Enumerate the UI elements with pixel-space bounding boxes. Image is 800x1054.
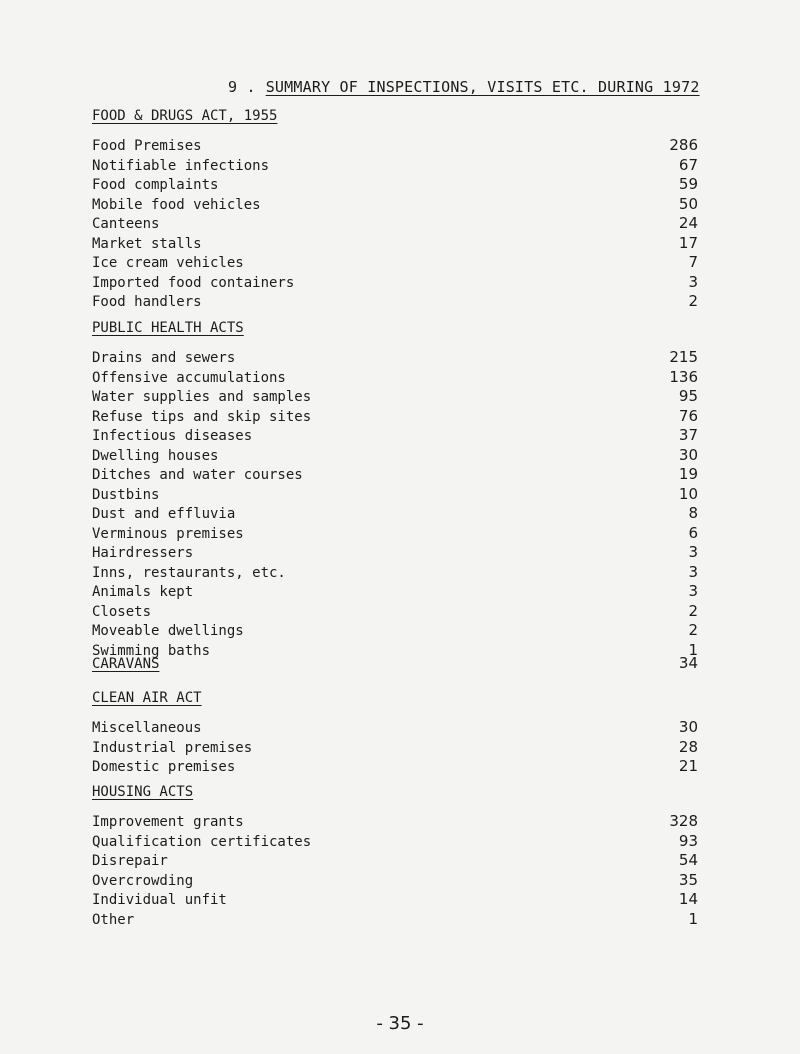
table-row (92, 465, 702, 485)
row-label: Infectious diseases (92, 428, 253, 444)
row-value: 59 (678, 175, 698, 193)
row-label: Hairdressers (92, 545, 194, 561)
row-label: Swimming baths (92, 642, 211, 659)
row-value: 215 (669, 348, 698, 366)
row-value: 3 (688, 272, 698, 291)
clean-air-rows (92, 718, 702, 777)
table-row (92, 273, 702, 293)
table-row (92, 348, 702, 368)
row-label: Food Premises (92, 138, 202, 154)
row-value: 3 (688, 582, 698, 600)
row-label: Verminous premises (92, 525, 244, 542)
table-row (92, 136, 702, 156)
table-row (92, 195, 702, 215)
row-label: Ditches and water courses (92, 467, 303, 483)
row-label: Mobile food vehicles (92, 196, 261, 213)
table-row (92, 387, 702, 407)
row-value: 2 (688, 292, 698, 310)
row-value: 76 (678, 406, 698, 425)
table-row (92, 407, 702, 427)
row-value: 6 (688, 523, 698, 542)
row-value: 14 (678, 890, 698, 908)
section-title: CLEAN AIR ACT (92, 690, 202, 706)
row-value: 35 (678, 870, 698, 889)
page-heading (228, 78, 700, 96)
row-label: Ice cream vehicles (92, 255, 244, 271)
table-row (92, 543, 702, 563)
row-label: Overcrowding (92, 872, 194, 889)
table-row (92, 621, 702, 641)
section-caravans (92, 652, 702, 676)
row-label: Water supplies and samples (92, 389, 312, 405)
public-health-rows (92, 348, 702, 660)
table-row (92, 156, 702, 176)
table-row (92, 504, 702, 524)
row-label: Animals kept (92, 584, 194, 600)
row-value: 3 (688, 543, 698, 561)
table-row (92, 871, 702, 891)
row-value: 328 (669, 812, 698, 830)
row-value: 30 (678, 445, 698, 464)
row-label: Refuse tips and skip sites (92, 408, 312, 425)
row-label: Offensive accumulations (92, 369, 286, 386)
row-label: Drains and sewers (92, 350, 236, 366)
section-title: PUBLIC HEALTH ACTS (92, 320, 244, 336)
row-value: 37 (678, 426, 698, 444)
table-row (92, 234, 702, 254)
section-public-health-acts (92, 316, 702, 660)
row-value: 50 (678, 194, 698, 213)
row-label: Industrial premises (92, 739, 253, 756)
row-label: Other (92, 911, 135, 928)
table-row (92, 738, 702, 758)
section-food-drugs-act (92, 104, 702, 312)
section-clean-air-act (92, 686, 702, 777)
row-label: Qualification certificates (92, 833, 312, 850)
table-row (92, 524, 702, 544)
row-value: 3 (688, 562, 698, 581)
food-drugs-rows (92, 136, 702, 312)
row-value: 1 (688, 909, 698, 928)
table-row (92, 253, 702, 273)
section-housing-acts (92, 780, 702, 929)
row-label: Dust and effluvia (92, 506, 236, 522)
table-row (92, 485, 702, 505)
table-row (92, 446, 702, 466)
row-label: Notifiable infections (92, 157, 270, 174)
row-value: 30 (678, 718, 698, 736)
table-row (92, 718, 702, 738)
table-row (92, 214, 702, 234)
table-row (92, 890, 702, 910)
section-title: CARAVANS (92, 656, 160, 672)
page-number: - 35 - (376, 1013, 424, 1034)
row-label: Individual unfit (92, 892, 227, 908)
row-value: 1 (688, 640, 698, 659)
table-row (92, 175, 702, 195)
row-value: 8 (688, 504, 698, 522)
row-label: Food handlers (92, 294, 202, 310)
table-row (92, 851, 702, 871)
row-label: Closets (92, 603, 152, 620)
row-value: 2 (688, 621, 698, 639)
table-row (92, 910, 702, 930)
row-label: Domestic premises (92, 759, 236, 775)
row-value: 93 (678, 831, 698, 850)
row-value: 136 (669, 367, 698, 386)
row-value: 28 (678, 737, 698, 756)
row-value: 19 (678, 465, 698, 483)
heading-title: SUMMARY OF INSPECTIONS, VISITS ETC. DURING 1972 (265, 78, 700, 96)
housing-rows (92, 812, 702, 929)
row-value: 17 (678, 233, 698, 252)
table-row (92, 832, 702, 852)
table-row (92, 368, 702, 388)
row-value: 67 (678, 155, 698, 174)
row-label: Market stalls (92, 235, 202, 252)
section-number: 9 . (228, 78, 256, 96)
row-value: 54 (678, 851, 698, 869)
row-value: 286 (669, 136, 698, 154)
row-value: 95 (678, 387, 698, 405)
row-label: Inns, restaurants, etc. (92, 564, 286, 581)
table-row (92, 292, 702, 312)
table-row (92, 426, 702, 446)
row-value: 21 (678, 757, 698, 775)
row-value: 2 (688, 601, 698, 620)
row-label: Food complaints (92, 177, 219, 193)
row-label: Improvement grants (92, 814, 244, 830)
caravans-row (92, 652, 702, 676)
table-row (92, 582, 702, 602)
table-row (92, 563, 702, 583)
caravans-value: 34 (678, 654, 698, 672)
table-row (92, 602, 702, 622)
table-row (92, 812, 702, 832)
row-value: 24 (678, 214, 698, 232)
table-row (92, 757, 702, 777)
row-label: Miscellaneous (92, 720, 202, 736)
row-label: Canteens (92, 216, 160, 232)
row-value: 7 (688, 253, 698, 271)
row-label: Dwelling houses (92, 447, 219, 464)
row-label: Moveable dwellings (92, 623, 244, 639)
row-label: Imported food containers (92, 274, 295, 291)
row-label: Disrepair (92, 853, 168, 869)
section-title: HOUSING ACTS (92, 784, 194, 800)
row-label: Dustbins (92, 486, 160, 503)
row-value: 10 (678, 484, 698, 503)
section-title: FOOD & DRUGS ACT, 1955 (92, 108, 278, 124)
